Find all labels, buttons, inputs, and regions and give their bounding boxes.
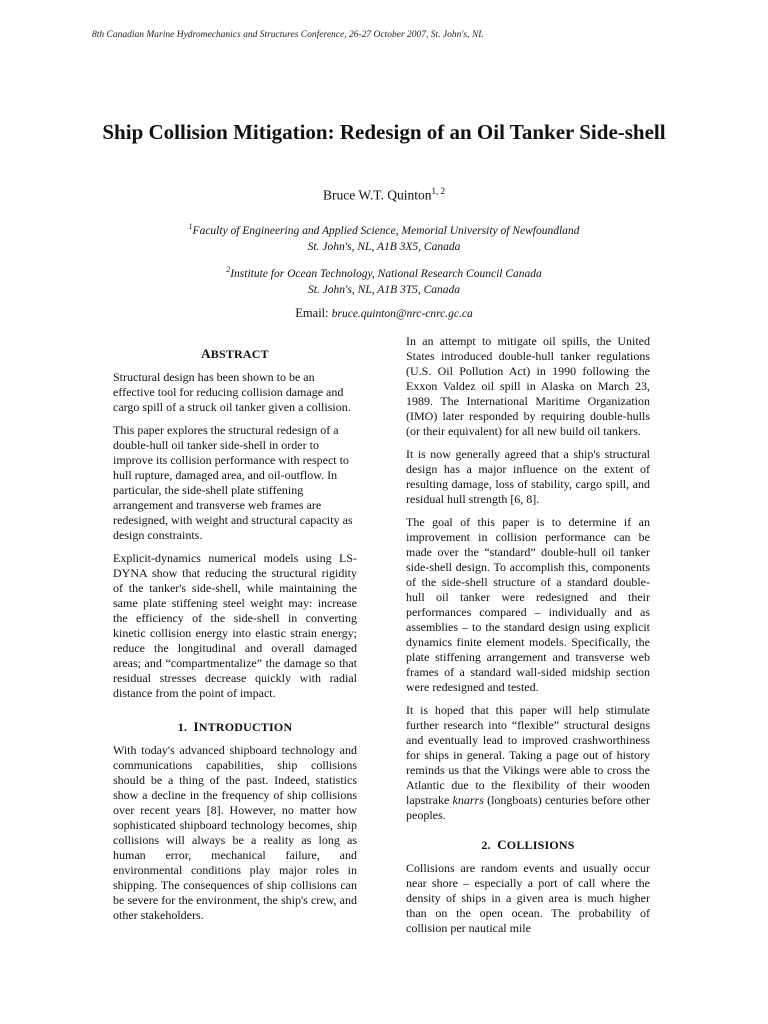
introduction-heading: 1. INTRODUCTION	[177, 719, 293, 734]
abstract-paragraph-2: This paper explores the structural redesign of a double-hull oil tanker side-shell in order to improve its collision performance with respect to hull rupture, damaged area, and oil-outflow. In particular, the side-shell plate stiffening arrangement and transverse web frames are redesigned, with weight and structural capacity as design constraints.	[113, 423, 353, 542]
affiliation-2	[0, 262, 768, 298]
author-line	[0, 186, 768, 204]
left-column	[113, 334, 357, 931]
affiliation-2-marker: 2	[226, 265, 231, 274]
abstract-paragraph-1: Structural design has been shown to be an effective tool for reducing collision damage and cargo spill of a struck oil tanker given a collision.	[113, 370, 351, 414]
collisions-paragraph-1: Collisions are random events and usually occur near shore – especially a port of call where the density of ships in a given area is much higher than on the open ocean. The probability of collision per nautical mile	[406, 861, 650, 935]
introduction-paragraph-2: In an attempt to mitigate oil spills, the United States introduced double-hull tanker regulations (U.S. Oil Pollution Act) in 1990 following the Exxon Valdez oil spill in Alaska on March 23, 1989. The International Maritime Organization (IMO) later responded by requiring double-hulls (or their equivalent) for all new build oil tankers.	[406, 334, 650, 438]
email-line	[0, 306, 768, 321]
running-header: 8th Canadian Marine Hydromechanics and Structures Conference, 26-27 October 2007, St. John's, NL	[92, 30, 484, 40]
introduction-paragraph-4: The goal of this paper is to determine if an improvement in collision performance can be made over the “standard” double-hull oil tanker side-shell design. To accomplish this, components of the side-shell structure of a standard double-hull oil tanker were redesigned and their performances compared – individually and as assemblies – to the standard design using explicit dynamics finite element models. Specifically, the plate stiffening arrangement and transverse web frames of a standard wall-sided midship section were redesigned and tested.	[406, 515, 650, 694]
author-superscript: 1, 2	[431, 186, 445, 196]
affiliation-1-marker: 1	[188, 222, 193, 231]
affiliation-2-institution: Institute for Ocean Technology, National Research Council Canada	[230, 267, 542, 280]
affiliation-1-institution: Faculty of Engineering and Applied Science, Memorial University of Newfoundland	[192, 224, 580, 237]
paper-title: Ship Collision Mitigation: Redesign of an Oil Tanker Side-shell	[102, 120, 666, 144]
collisions-heading: 2. COLLISIONS	[481, 837, 575, 852]
affiliation-1	[0, 219, 768, 255]
affiliation-1-address: St. John's, NL, A1B 3X5, Canada	[307, 240, 461, 253]
introduction-paragraph-1: With today's advanced shipboard technology and communications capabilities, ship collisions should be a thing of the past. Indeed, statistics show a decline in the frequency of ship collisions over recent years [8]. However, no matter how sophisticated shipboard technology becomes, ship collisions will always be a reality as long as human error, mechanical failure, and environmental conditions play major roles in shipping. The consequences of ship collisions can be severe for the environment, the ship's crew, and other stakeholders.	[113, 743, 357, 922]
affiliation-2-address: St. John's, NL, A1B 3T5, Canada	[307, 283, 461, 296]
author-name: Bruce W.T. Quinton	[323, 187, 432, 203]
email-label: Email:	[295, 306, 329, 320]
abstract-paragraph-3: Explicit-dynamics numerical models using LS-DYNA show that reducing the structural rigidity of the tanker's side-shell, while maintaining the same plate stiffening steel weight may: increase the efficiency of the side-shell in converting kinetic collision energy into elastic strain energy; reduce the longitudinal and overall damaged areas; and “compartmentalize” the damage so that residual stresses decrease quickly with radial distance from the point of impact.	[113, 551, 357, 700]
introduction-paragraph-3: It is now generally agreed that a ship's structural design has a major influence on the extent of resulting damage, loss of stability, cargo spill, and residual hull strength [6, 8].	[406, 447, 650, 506]
email-address[interactable]: bruce.quinton@nrc-cnrc.gc.ca	[331, 308, 473, 320]
introduction-paragraph-5: It is hoped that this paper will help stimulate further research into “flexible” structural designs and eventually lead to improved crashworthiness for ships in general. Taking a page out of history reminds us that the Vikings were able to cross the Atlantic due to the flexibility of their wooden lapstrake knarrs (longboats) centuries before other peoples.	[406, 703, 650, 822]
right-column	[406, 334, 650, 944]
abstract-heading: ABSTRACT	[201, 346, 269, 361]
